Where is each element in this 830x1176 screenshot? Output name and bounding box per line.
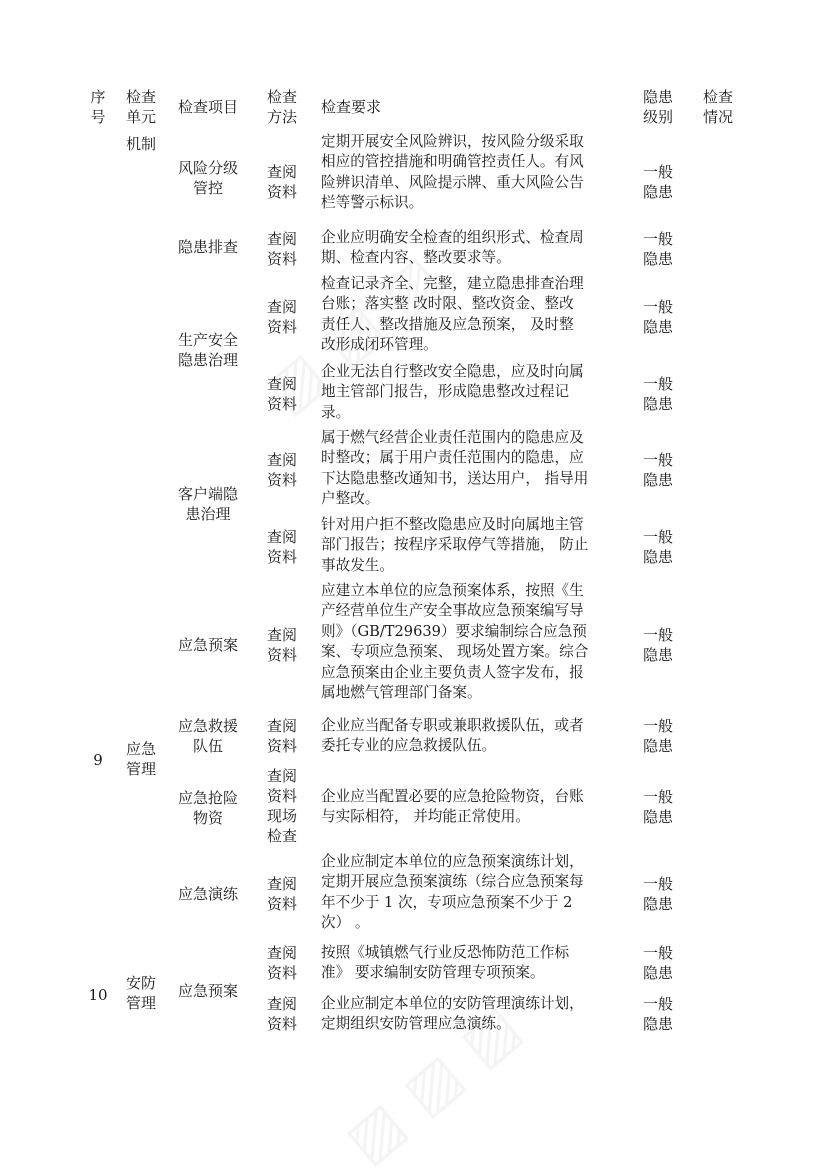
hazard-level: 一般 隐患 (642, 875, 673, 913)
header-requirement: 检查要求 (321, 98, 382, 116)
group-unit: 安防 管理 (125, 974, 156, 1012)
check-method: 查阅 资料 (266, 451, 297, 489)
hazard-level: 一般 隐患 (642, 528, 673, 566)
unit-continued: 机制 (125, 135, 156, 153)
header-item: 检查项目 (177, 98, 238, 116)
check-requirement: 按照《城镇燃气行业反恐怖防范工作标 准》 要求编制安防管理专项预案。 (321, 944, 570, 982)
check-method: 查阅 资料 (266, 298, 297, 336)
check-item: 隐患排查 (177, 238, 238, 256)
check-item: 生产安全 隐患治理 (177, 331, 238, 369)
hazard-level: 一般 隐患 (642, 995, 673, 1033)
hazard-level: 一般 隐患 (642, 717, 673, 755)
check-method: 查阅 资料 (266, 995, 297, 1033)
header-method: 检查 方法 (266, 88, 297, 126)
check-method: 查阅 资料 现场 检查 (266, 767, 297, 845)
check-requirement: 定期开展安全风险辨识，按风险分级采取 相应的管控措施和明确管控责任人。有风 险辨识清单、风险提示牌、重大风险公告 栏等警示标识。 (321, 133, 584, 212)
hazard-level: 一般 隐患 (642, 298, 673, 336)
check-item: 客户端隐 患治理 (177, 485, 238, 523)
check-requirement: 属于燃气经营企业责任范围内的隐患应及 时整改；属于用户责任范围内的隐患，应 下达隐患整改通知书，送达用户， 指导用 户整改。 (321, 429, 589, 508)
check-method: 查阅 资料 (266, 717, 297, 755)
hazard-level: 一般 隐患 (642, 944, 673, 982)
check-item: 应急救援 队伍 (177, 717, 238, 755)
header-unit: 检查 单元 (125, 88, 156, 126)
check-item: 应急抢险 物资 (177, 789, 238, 827)
hazard-level: 一般 隐患 (642, 230, 673, 268)
check-item: 应急预案 (177, 982, 238, 1000)
check-method: 查阅 资料 (266, 375, 297, 413)
check-requirement: 企业无法自行整改安全隐患，应及时向属 地主管部门报告，形成隐患整改过程记 录。 (321, 363, 584, 421)
hazard-level: 一般 隐患 (642, 163, 673, 201)
check-requirement: 企业应明确安全检查的组织形式、检查周 期、检查内容、整改要求等。 (321, 229, 584, 267)
header-level: 隐患 级别 (642, 88, 673, 126)
check-requirement: 应建立本单位的应急预案体系，按照《生 产经营单位生产安全事故应急预案编写导 则》（GB/T29639）要求编制综合应急预 案、专项应急预案、 现场处置方案。综合 应急预案由企业主要负责人签字发布，报 属地燃气管理部门备案。 (321, 582, 589, 702)
check-requirement: 检查记录齐全、完整，建立隐患排查治理 台账；落实整 改时限、整改资金、整改 责任人、整改措施及应急预案， 及时整 改形成闭环管理。 (321, 275, 584, 354)
check-method: 查阅 资料 (266, 944, 297, 982)
check-item: 应急预案 (177, 636, 238, 654)
hazard-level: 一般 隐患 (642, 788, 673, 826)
group-unit: 应急 管理 (125, 740, 156, 778)
check-requirement: 企业应当配置必要的应急抢险物资，台账 与实际相符， 并均能正常使用。 (321, 788, 584, 826)
hazard-level: 一般 隐患 (642, 451, 673, 489)
hazard-level: 一般 隐患 (642, 375, 673, 413)
header-status: 检查 情况 (702, 88, 733, 126)
check-item: 风险分级 管控 (177, 159, 238, 197)
check-requirement: 企业应制定本单位的应急预案演练计划， 定期开展应急预案演练（综合应急预案每 年不少于 1 次，专项应急预案不少于 2 次） 。 (321, 853, 584, 932)
check-method: 查阅 资料 (266, 230, 297, 268)
check-item: 应急演练 (177, 885, 238, 903)
check-requirement: 企业应当配备专职或兼职救援队伍，或者 委托专业的应急救援队伍。 (321, 717, 584, 755)
check-method: 查阅 资料 (266, 163, 297, 201)
hazard-level: 一般 隐患 (642, 626, 673, 664)
check-requirement: 针对用户拒不整改隐患应及时向属地主管 部门报告；按程序采取停气等措施， 防止 事故发生。 (321, 516, 589, 574)
header-seq: 序 号 (90, 88, 106, 126)
check-method: 查阅 资料 (266, 875, 297, 913)
check-requirement: 企业应制定本单位的安防管理演练计划， 定期组织安防管理应急演练。 (321, 995, 584, 1033)
group-seq: 9 (93, 751, 103, 769)
check-method: 查阅 资料 (266, 528, 297, 566)
group-seq: 10 (88, 986, 108, 1004)
check-method: 查阅 资料 (266, 626, 297, 664)
